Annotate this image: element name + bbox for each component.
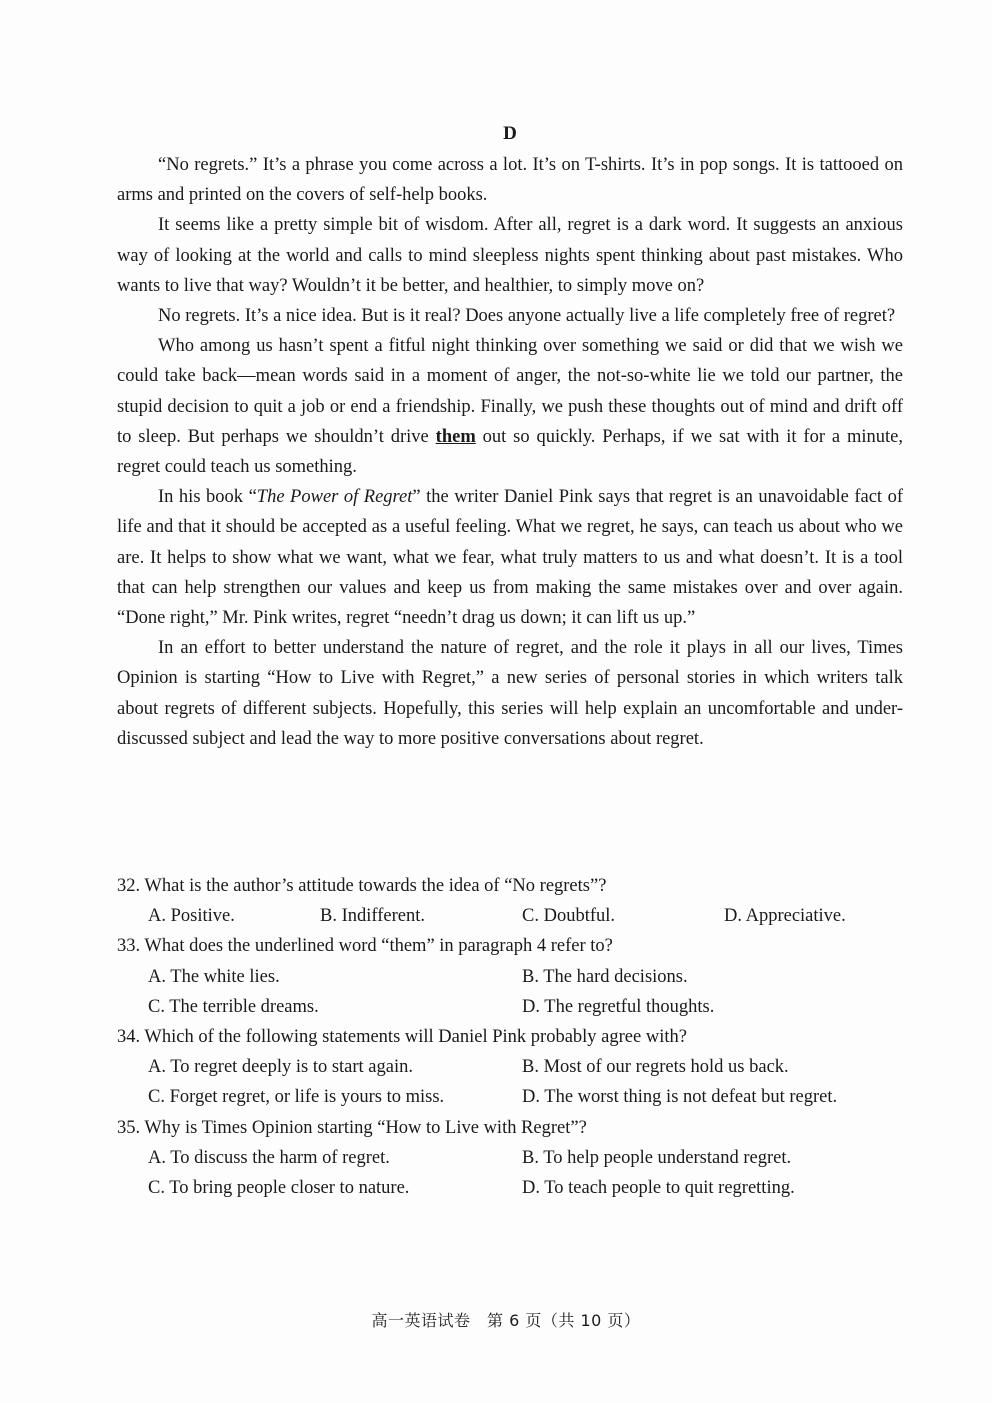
option-b: B. The hard decisions. (522, 966, 688, 987)
paragraph-2: It seems like a pretty simple bit of wisdom. After all, regret is a dark word. It suggests an anxious way of looking at the world and calls to mind sleepless nights spent thinking about past mistakes. Who wants to live that way? Wouldn’t it be better, and healthier, to simply move on? (117, 215, 903, 296)
question-33 (117, 931, 903, 1022)
page-footer: 高一英语试卷 第 6 页（共 10 页） (371, 1311, 641, 1330)
question-stem: 35. Why is Times Opinion starting “How to Live with Regret”? (117, 1117, 587, 1138)
option-row (117, 1082, 903, 1112)
option-row (117, 1052, 903, 1082)
paragraph-4-text-after: out so quickly. Perhaps, if we sat with it for a minute, regret could teach us something. (117, 426, 903, 478)
option-a: A. Positive. (148, 906, 235, 927)
question-stem: 33. What does the underlined word “them” in paragraph 4 refer to? (117, 936, 613, 957)
option-b: B. To help people understand regret. (522, 1147, 792, 1168)
option-b: B. Most of our regrets hold us back. (522, 1057, 789, 1078)
underlined-word: them (435, 426, 476, 447)
option-row (117, 901, 903, 931)
option-d: D. The regretful thoughts. (522, 996, 715, 1017)
option-row (117, 1173, 903, 1203)
option-c: C. The terrible dreams. (148, 996, 319, 1017)
paragraph-4-text-before: Who among us hasn’t spent a fitful night thinking over something we said or did that we wish we could take back—mean words said in a moment of anger, the not-so-white lie we told our partner, the stupid decision to quit a job or end a friendship. Finally, we push these thoughts out of mind and drift off to sleep. But perhaps we shouldn’t drive (117, 336, 903, 447)
option-c: C. Doubtful. (522, 906, 616, 927)
question-35 (117, 1113, 903, 1204)
option-a: A. To discuss the harm of regret. (148, 1147, 390, 1168)
option-d: D. To teach people to quit regretting. (522, 1178, 795, 1199)
option-d: D. Appreciative. (724, 906, 846, 927)
option-c: C. To bring people closer to nature. (148, 1178, 410, 1199)
reading-passage (117, 150, 903, 754)
question-stem: 32. What is the author’s attitude towards the idea of “No regrets”? (117, 876, 607, 896)
option-a: A. To regret deeply is to start again. (148, 1057, 413, 1078)
option-row (117, 1143, 903, 1173)
section-heading: D (503, 123, 517, 144)
paragraph-5-text-after: ” the writer Daniel Pink says that regret is an unavoidable fact of life and that it should be accepted as a useful feeling. What we regret, he says, can teach us about who we are. It helps to show what we want, what we fear, what truly matters to us and what doesn’t. It is a tool that can help strengthen our values and keep us from making the same mistakes over and over again. “Done right,” Mr. Pink writes, regret “needn’t drag us down; it can lift us up.” (117, 487, 903, 629)
paragraph-4 (117, 331, 903, 482)
option-row (117, 992, 903, 1022)
question-list (117, 871, 903, 1203)
book-title: The Power of Regret (256, 487, 413, 508)
paragraph-6: In an effort to better understand the nature of regret, and the role it plays in all our lives, Times Opinion is starting “How to Live with Regret,” a new series of personal stories in which writers talk about regrets of different subjects. Hopefully, this series will help explain an uncomfortable and under-discussed subject and lead the way to more positive conversations about regret. (117, 638, 903, 749)
option-b: B. Indifferent. (320, 906, 425, 927)
option-a: A. The white lies. (148, 966, 280, 987)
question-32 (117, 871, 903, 931)
paragraph-5 (117, 482, 903, 633)
option-c: C. Forget regret, or life is yours to miss. (148, 1087, 445, 1108)
option-row (117, 962, 903, 992)
question-stem: 34. Which of the following statements will Daniel Pink probably agree with? (117, 1027, 687, 1048)
paragraph-5-text-before: In his book “ (158, 487, 257, 508)
question-34 (117, 1022, 903, 1113)
paragraph-3: No regrets. It’s a nice idea. But is it real? Does anyone actually live a life completely free of regret? (158, 306, 896, 327)
paragraph-1: “No regrets.” It’s a phrase you come across a lot. It’s on T-shirts. It’s in pop songs. It is tattooed on arms and printed on the covers of self-help books. (117, 155, 903, 206)
option-d: D. The worst thing is not defeat but regret. (522, 1087, 838, 1108)
